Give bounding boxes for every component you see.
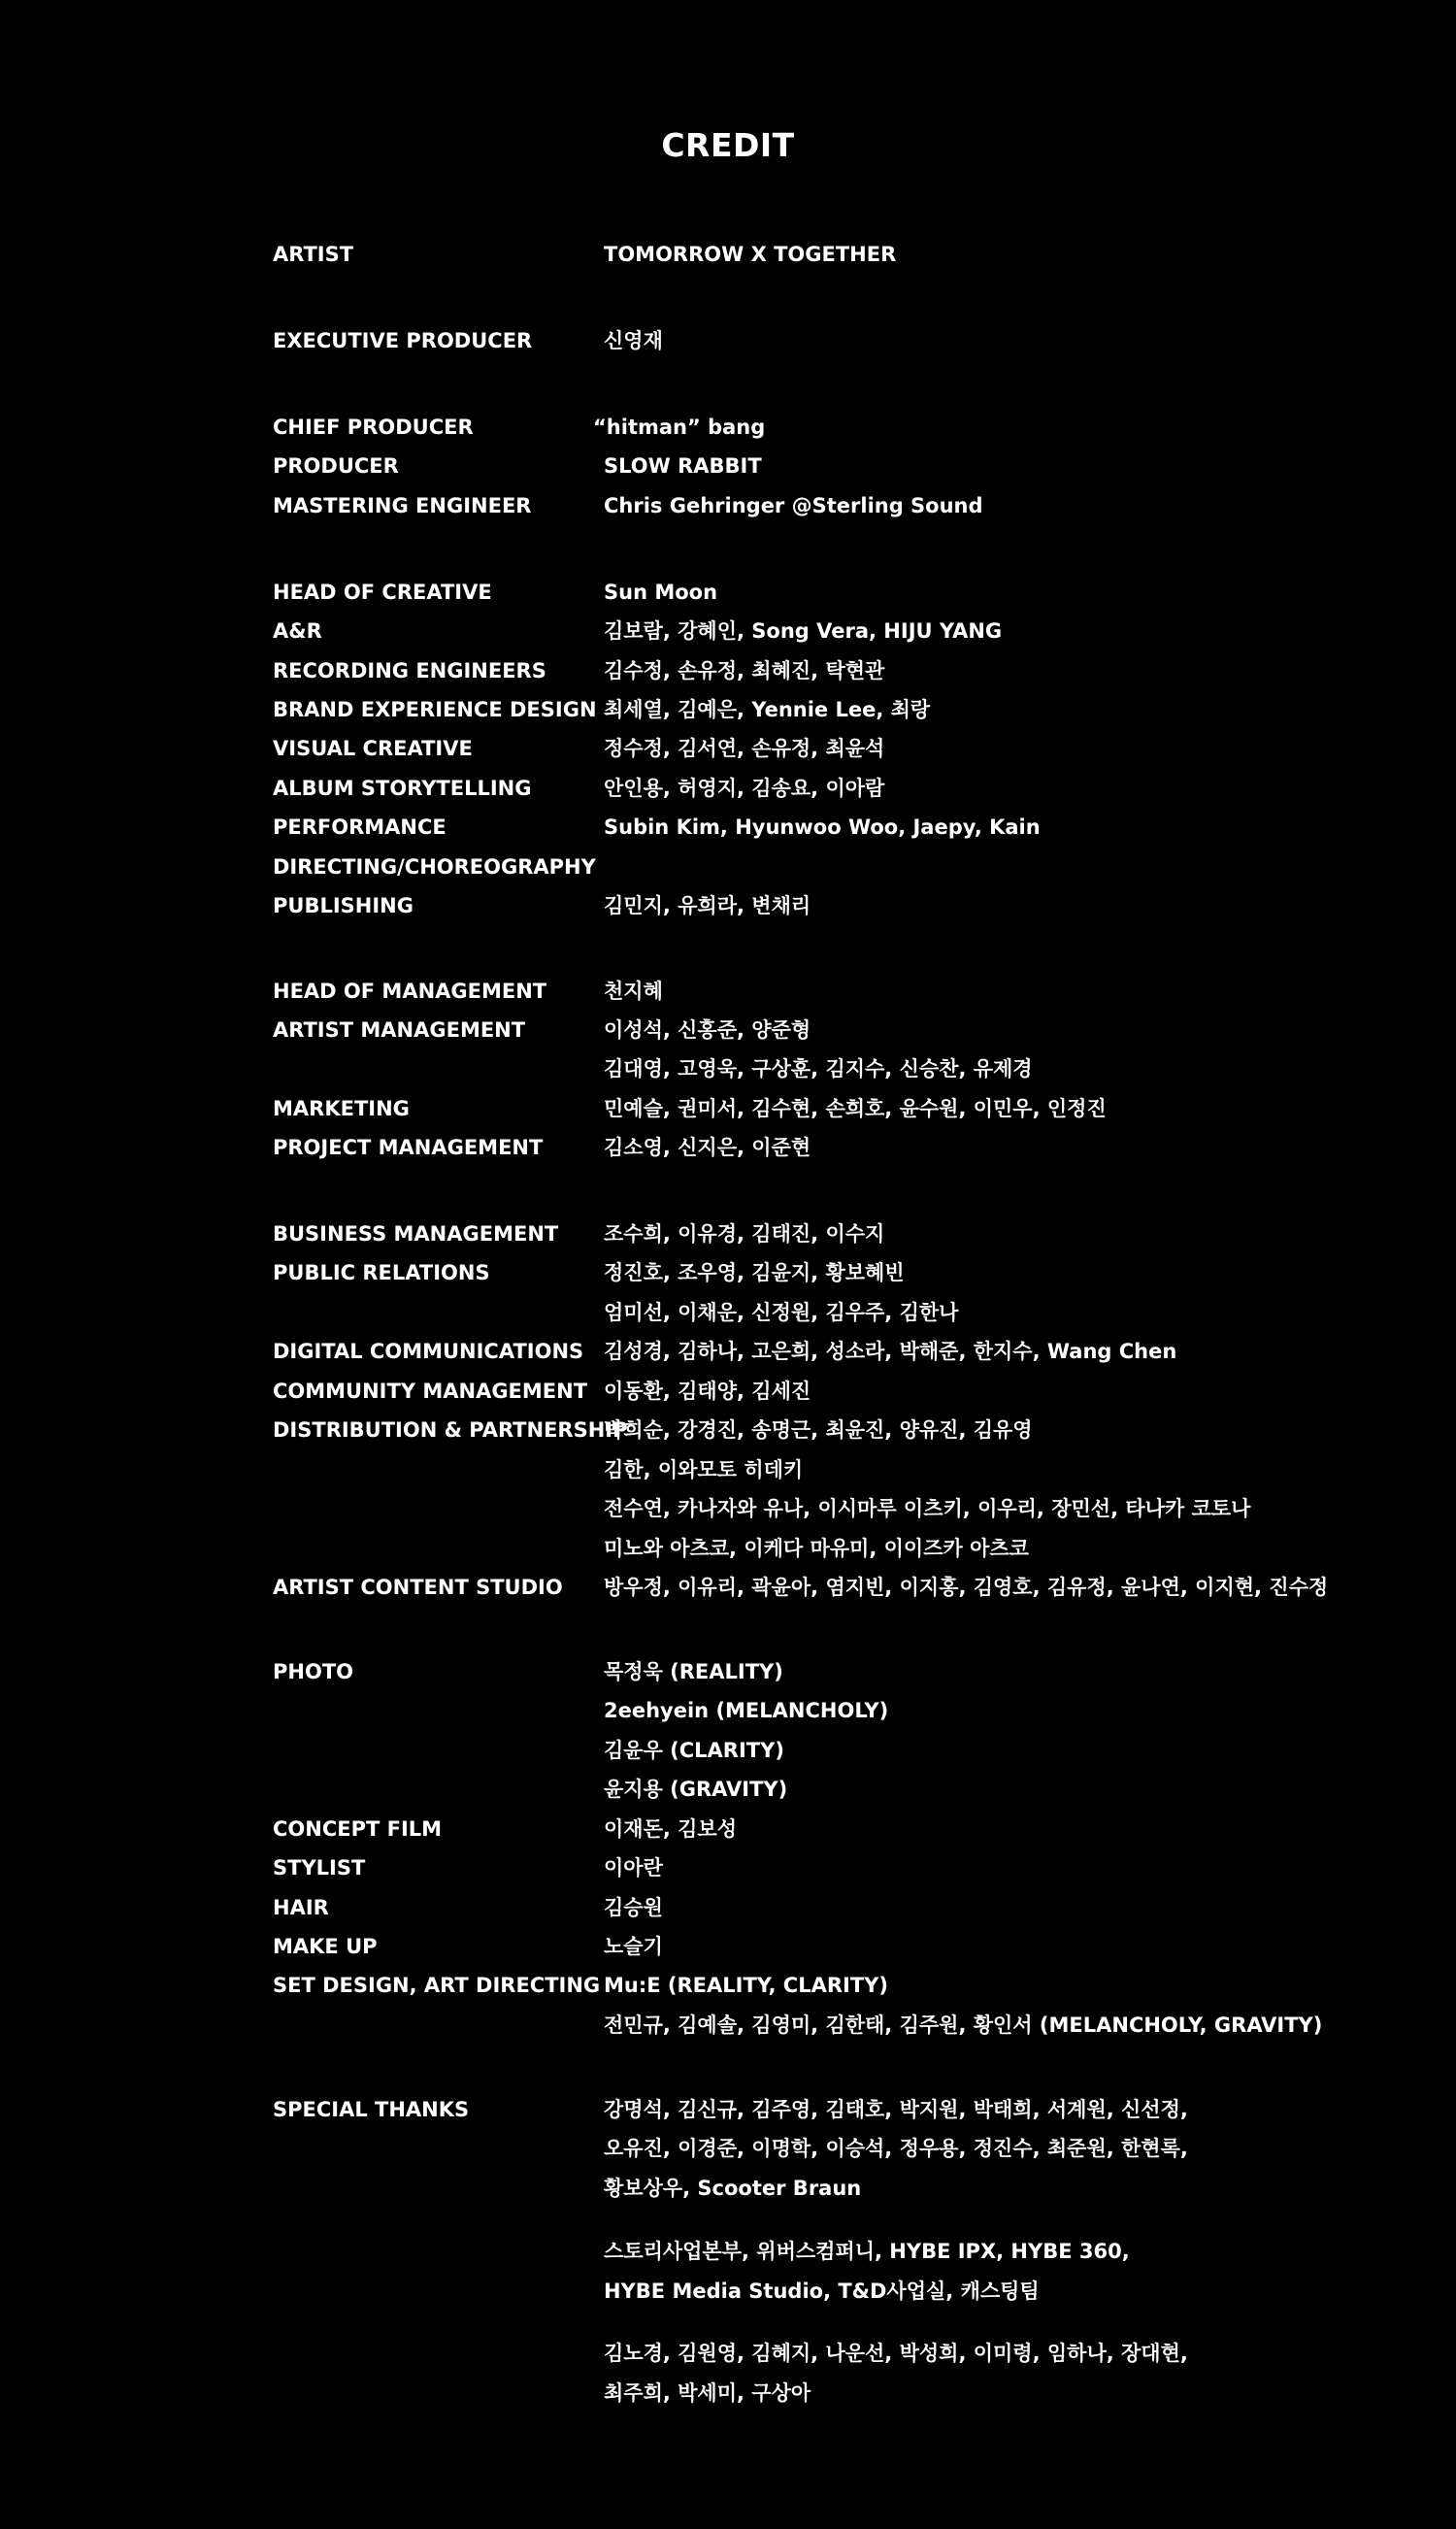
credit-role: ARTIST MANAGEMENT: [273, 1018, 526, 1042]
credit-role: SPECIAL THANKS: [273, 2098, 470, 2121]
credit-name: 정진호, 조우영, 김윤지, 황보혜빈: [604, 1261, 905, 1284]
credit-row: [0, 1293, 1456, 1332]
credit-name: 김민지, 유희라, 변채리: [604, 894, 811, 917]
credit-role: CHIEF PRODUCER: [273, 416, 474, 439]
credit-role: A&R: [273, 619, 322, 643]
credit-name: 2eehyein (MELANCHOLY): [604, 1699, 889, 1722]
credit-role: ARTIST CONTENT STUDIO: [273, 1576, 563, 1599]
credit-name: 김노경, 김원영, 김혜지, 나운선, 박성희, 이미령, 임하나, 장대현,: [604, 2342, 1188, 2365]
credit-name: 최주희, 박세미, 구상아: [604, 2381, 811, 2405]
credit-row: [0, 321, 1456, 360]
credit-name: 김수정, 손유정, 최혜진, 탁현관: [604, 659, 885, 682]
credit-row: [0, 1888, 1456, 1927]
credit-role: ARTIST: [273, 243, 354, 266]
credit-row: [0, 1731, 1456, 1770]
credit-role: PROJECT MANAGEMENT: [273, 1136, 544, 1159]
credit-row: [0, 1927, 1456, 1966]
credit-name: 노슬기: [604, 1935, 663, 1958]
credit-row: [0, 690, 1456, 729]
credit-row: [0, 1966, 1456, 2005]
credit-row: [0, 2334, 1456, 2373]
credit-row: [0, 2272, 1456, 2311]
credit-name: 민예슬, 권미서, 김수현, 손희호, 윤수원, 이민우, 인정진: [604, 1097, 1107, 1120]
credit-role: MASTERING ENGINEER: [273, 494, 532, 517]
credit-row: [0, 651, 1456, 690]
credit-row: [0, 573, 1456, 612]
credit-row: [0, 2090, 1456, 2129]
credit-row: [0, 1049, 1456, 1088]
credit-row: [0, 2374, 1456, 2413]
credit-role: COMMUNITY MANAGEMENT: [273, 1380, 588, 1403]
credit-name: 김윤우 (CLARITY): [604, 1739, 784, 1762]
credit-role: DIGITAL COMMUNICATIONS: [273, 1340, 584, 1363]
credit-role: EXECUTIVE PRODUCER: [273, 329, 533, 352]
credit-row: [0, 235, 1456, 274]
credit-name: Sun Moon: [604, 581, 718, 604]
credit-name: 강명석, 김신규, 김주영, 김태호, 박지원, 박태희, 서계원, 신선정,: [604, 2098, 1188, 2121]
credit-role: MAKE UP: [273, 1935, 378, 1958]
credit-row: [0, 612, 1456, 650]
credit-name: 김소영, 신지은, 이준현: [604, 1136, 811, 1159]
credit-row: [0, 408, 1456, 447]
credit-row: [0, 1810, 1456, 1848]
credit-row: [0, 1652, 1456, 1691]
credit-row: [0, 972, 1456, 1011]
credit-name: 신영재: [604, 329, 663, 352]
credit-name: 조수희, 이유경, 김태진, 이수지: [604, 1222, 885, 1246]
credit-name: 전민규, 김예솔, 김영미, 김한태, 김주원, 황인서 (MELANCHOLY, GRAVITY): [604, 2013, 1323, 2037]
credit-name: 이동환, 김태양, 김세진: [604, 1380, 811, 1403]
credit-name: 윤지용 (GRAVITY): [604, 1778, 788, 1801]
credit-name: 엄미선, 이채운, 신정원, 김우주, 김한나: [604, 1301, 959, 1324]
credit-row: [0, 1215, 1456, 1253]
credit-role: BRAND EXPERIENCE DESIGN: [273, 698, 597, 721]
credit-role: PERFORMANCE: [273, 815, 447, 839]
credit-row: [0, 447, 1456, 485]
credit-row: [0, 1529, 1456, 1568]
credit-name: 미노와 아츠코, 이케다 마유미, 이이즈카 아츠코: [604, 1537, 1029, 1560]
credit-role: PUBLIC RELATIONS: [273, 1261, 490, 1284]
credit-name: 황보상우, Scooter Braun: [604, 2177, 862, 2200]
credit-role: HEAD OF MANAGEMENT: [273, 980, 547, 1003]
credit-role: BUSINESS MANAGEMENT: [273, 1222, 559, 1246]
credit-name: 이재돈, 김보성: [604, 1817, 738, 1841]
credit-row: [0, 1568, 1456, 1607]
credit-row: [0, 1253, 1456, 1292]
credit-row: [0, 1089, 1456, 1128]
credit-name: 김대영, 고영욱, 구상훈, 김지수, 신승찬, 유제경: [604, 1057, 1033, 1081]
credit-name: Mu:E (REALITY, CLARITY): [604, 1974, 888, 1997]
credit-row: [0, 2006, 1456, 2045]
credit-row: [0, 1411, 1456, 1449]
credit-name: HYBE Media Studio, T&D사업실, 캐스팅팀: [604, 2279, 1040, 2303]
credit-row: [0, 886, 1456, 925]
credit-row: [0, 2129, 1456, 2168]
credit-name: 최세열, 김예은, Yennie Lee, 최랑: [604, 698, 931, 721]
credit-role: PRODUCER: [273, 454, 399, 478]
credit-row: [0, 486, 1456, 525]
credit-role: DISTRIBUTION & PARTNERSHIP: [273, 1418, 628, 1442]
credit-row: [0, 1011, 1456, 1049]
credit-row: [0, 848, 1456, 886]
credit-role: ALBUM STORYTELLING: [273, 777, 532, 800]
credit-name: 김승원: [604, 1896, 663, 1919]
credit-row: [0, 1848, 1456, 1887]
credit-name: 정수정, 김서연, 손유정, 최윤석: [604, 737, 885, 760]
credit-row: [0, 729, 1456, 768]
credit-row: [0, 1691, 1456, 1730]
credit-row: [0, 769, 1456, 808]
credit-name: 김성경, 김하나, 고은희, 성소라, 박해준, 한지수, Wang Chen: [604, 1340, 1177, 1363]
credit-name: 안인용, 허영지, 김송요, 이아람: [604, 777, 885, 800]
credit-name: SLOW RABBIT: [604, 454, 762, 478]
credit-role: CONCEPT FILM: [273, 1817, 443, 1841]
credit-name: TOMORROW X TOGETHER: [604, 243, 897, 266]
credit-role: SET DESIGN, ART DIRECTING: [273, 1974, 601, 1997]
credit-role: VISUAL CREATIVE: [273, 737, 473, 760]
credit-name: 이성석, 신홍준, 양준형: [604, 1018, 811, 1042]
credit-name: 이아란: [604, 1856, 663, 1880]
credit-name: Chris Gehringer @Sterling Sound: [604, 494, 983, 517]
credit-name: 김보람, 강혜인, Song Vera, HIJU YANG: [604, 619, 1003, 643]
credit-role: STYLIST: [273, 1856, 366, 1880]
credit-row: [0, 1489, 1456, 1528]
credit-name: 전수연, 카나자와 유나, 이시마루 이츠키, 이우리, 장민선, 타나카 코토나: [604, 1497, 1251, 1520]
credit-row: [0, 2169, 1456, 2208]
credit-row: [0, 1770, 1456, 1809]
credit-name: 목정욱 (REALITY): [604, 1660, 783, 1683]
credit-name: Subin Kim, Hyunwoo Woo, Jaepy, Kain: [604, 815, 1041, 839]
credit-row: [0, 1372, 1456, 1411]
credit-role: MARKETING: [273, 1097, 410, 1120]
credit-name: 방우정, 이유리, 곽윤아, 염지빈, 이지홍, 김영호, 김유정, 윤나연, 이지현, 진수정: [604, 1576, 1329, 1599]
credit-role: HAIR: [273, 1896, 329, 1919]
credit-name: 오유진, 이경준, 이명학, 이승석, 정우용, 정진수, 최준원, 한현록,: [604, 2137, 1188, 2160]
credit-name: 천지혜: [604, 980, 663, 1003]
credit-row: [0, 808, 1456, 847]
credit-row: [0, 1128, 1456, 1167]
credit-role: RECORDING ENGINEERS: [273, 659, 546, 682]
credit-role: PUBLISHING: [273, 894, 414, 917]
credit-role: DIRECTING/CHOREOGRAPHY: [273, 855, 596, 879]
credit-row: [0, 2232, 1456, 2271]
credit-row: [0, 1450, 1456, 1489]
credit-name: “hitman” bang: [593, 416, 766, 439]
credit-name: 박희순, 강경진, 송명근, 최윤진, 양유진, 김유영: [604, 1418, 1033, 1442]
credit-role: PHOTO: [273, 1660, 353, 1683]
credit-name: 스토리사업본부, 위버스컴퍼니, HYBE IPX, HYBE 360,: [604, 2240, 1130, 2263]
credit-row: [0, 1332, 1456, 1371]
page-title: CREDIT: [661, 126, 795, 164]
credit-role: HEAD OF CREATIVE: [273, 581, 492, 604]
credit-name: 김한, 이와모토 히데키: [604, 1458, 804, 1481]
